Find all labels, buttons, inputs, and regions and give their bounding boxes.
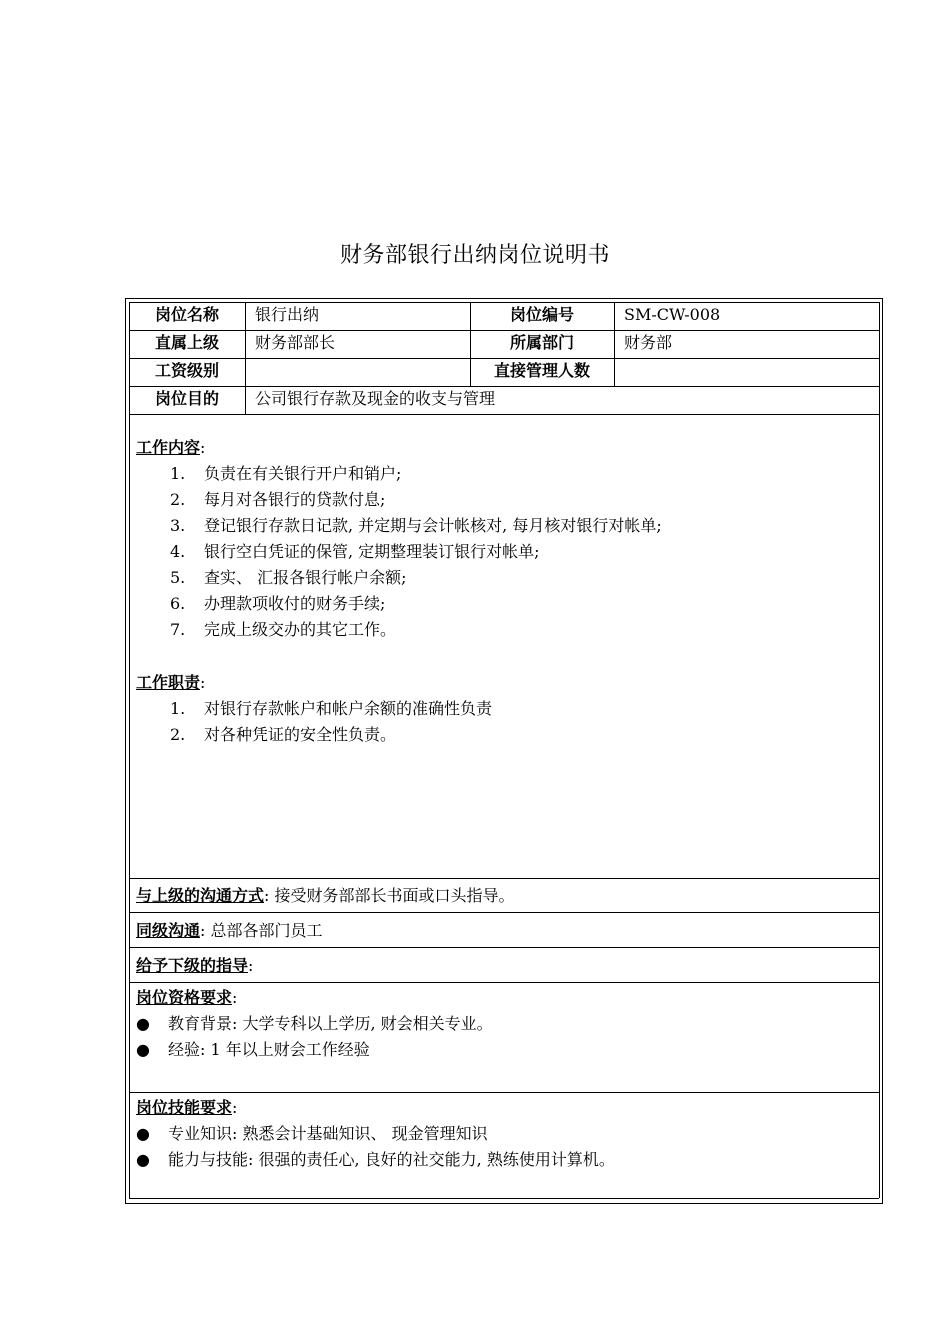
list-item: 1. 对银行存款帐户和帐户余额的准确性负责 [170, 699, 493, 718]
row-divider [129, 414, 879, 415]
duties-section: 工作职责: 1. 对银行存款帐户和帐户余额的准确性负责 2. 对各种凭证的安全性负责。 [136, 670, 492, 748]
section-divider [129, 982, 879, 983]
qualifications-section: 岗位资格要求: ● 教育背景: 大学专科以上学历, 财会相关专业。 ● 经验: 1 年以上财会工作经验 [136, 985, 493, 1063]
list-item: ● 教育背景: 大学专科以上学历, 财会相关专业。 [136, 1011, 493, 1037]
list-item: ● 经验: 1 年以上财会工作经验 [136, 1037, 493, 1063]
communication-superior-heading: 与上级的沟通方式 [136, 886, 265, 905]
work-content-heading: 工作内容 [136, 438, 201, 457]
section-divider [129, 947, 879, 948]
list-item: 2. 每月对各银行的贷款付息; [170, 490, 386, 509]
position-code-value: SM-CW-008 [624, 305, 721, 324]
bullet-icon: ● [136, 1150, 150, 1169]
skills-heading: 岗位技能要求 [136, 1098, 233, 1117]
superior-value: 财务部部长 [255, 333, 336, 352]
document-title: 财务部银行出纳岗位说明书 [339, 243, 610, 268]
guidance-subordinate: 给予下级的指导: [136, 956, 254, 975]
purpose-label: 岗位目的 [154, 389, 219, 408]
qualifications-heading: 岗位资格要求 [136, 988, 233, 1007]
column-divider [129, 302, 130, 1198]
position-code-label: 岗位编号 [509, 305, 574, 324]
bullet-icon: ● [136, 1040, 150, 1059]
bullet-icon: ● [136, 1014, 150, 1033]
communication-peer-text: 总部各部门员工 [210, 921, 323, 940]
list-item: 4. 银行空白凭证的保管, 定期整理装订银行对帐单; [170, 542, 540, 561]
list-item: ● 能力与技能: 很强的责任心, 良好的社交能力, 熟练使用计算机。 [136, 1147, 615, 1173]
skills-section: 岗位技能要求: ● 专业知识: 熟悉会计基础知识、 现金管理知识 ● 能力与技能: 很强的责任心, 良好的社交能力, 熟练使用计算机。 [136, 1095, 615, 1173]
communication-peer-heading: 同级沟通 [136, 921, 201, 940]
list-item: 5. 查实、 汇报各银行帐户余额; [170, 568, 407, 587]
communication-peer: 同级沟通: 总部各部门员工 [136, 921, 323, 940]
job-description-table [125, 298, 883, 1204]
list-item: 6. 办理款项收付的财务手续; [170, 594, 386, 613]
bullet-icon: ● [136, 1124, 150, 1143]
duties-heading: 工作职责 [136, 673, 201, 692]
section-divider [129, 912, 879, 913]
communication-superior: 与上级的沟通方式: 接受财务部部长书面或口头指导。 [136, 886, 515, 905]
purpose-value: 公司银行存款及现金的收支与管理 [255, 389, 496, 408]
position-name-label: 岗位名称 [154, 305, 219, 324]
position-name-value: 银行出纳 [255, 305, 320, 324]
department-value: 财务部 [624, 333, 673, 352]
salary-level-label: 工资级别 [154, 361, 219, 380]
department-label: 所属部门 [509, 333, 574, 352]
direct-reports-label: 直接管理人数 [493, 361, 590, 380]
list-item: 3. 登记银行存款日记款, 并定期与会计帐核对, 每月核对银行对帐单; [170, 516, 662, 535]
list-item: 7. 完成上级交办的其它工作。 [170, 620, 397, 639]
list-item: 1. 负责在有关银行开户和销户; [170, 464, 402, 483]
list-item: 2. 对各种凭证的安全性负责。 [170, 725, 397, 744]
section-divider [129, 878, 879, 879]
section-divider [129, 1198, 879, 1199]
work-content-section: 工作内容: 1. 负责在有关银行开户和销户; 2. 每月对各银行的贷款付息; 3. 登记银行存款日记款, 并定期与会计帐核对, 每月核对银行对帐单; 4. 银行空白凭证的保管, 定期整理装订银行对帐单; 5. 查实、 汇报各银行帐户余额; 6. 办理款项收付的财务手续; 7. 完成上级交办的其它工作。 [136, 435, 662, 643]
communication-superior-text: 接受财务部部长书面或口头指导。 [274, 886, 515, 905]
column-divider [879, 302, 880, 1198]
guidance-subordinate-heading: 给予下级的指导 [136, 956, 249, 975]
list-item: ● 专业知识: 熟悉会计基础知识、 现金管理知识 [136, 1121, 615, 1147]
section-divider [129, 1092, 879, 1093]
superior-label: 直属上级 [154, 333, 219, 352]
